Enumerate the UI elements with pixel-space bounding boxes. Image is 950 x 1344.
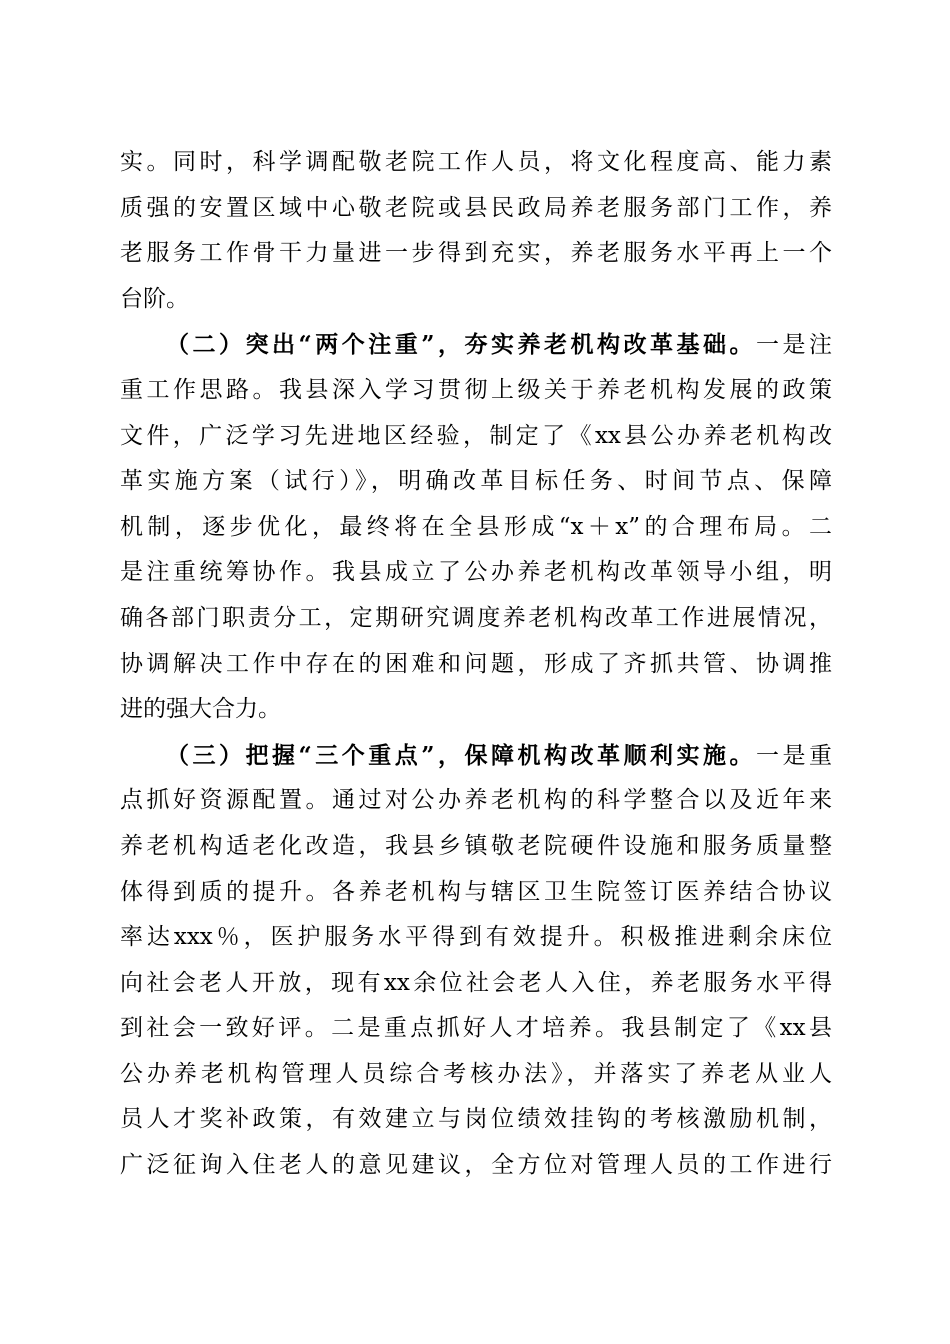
text-line: 实。同时，科学调配敬老院工作人员，将文化程度高、能力素 [120,149,832,175]
text-line: 质强的安置区域中心敬老院或县民政局养老服务部门工作，养 [120,194,832,221]
text-line: 是注重统筹协作。我县成立了公办养老机构改革领导小组，明 [120,559,832,586]
text-line: 广泛征询入住老人的意见建议，全方位对管理人员的工作进行 [120,1152,832,1179]
text-line: 文件，广泛学习先进地区经验，制定了《xx县公办养老机构改 [120,422,832,449]
text-line: 重工作思路。我县深入学习贯彻上级关于养老机构发展的政策 [120,376,832,403]
text-line: 机制，逐步优化，最终将在全县形成“x＋x”的合理布局。二 [120,513,832,540]
text-line: 协调解决工作中存在的困难和问题，形成了齐抓共管、协调推 [120,650,832,677]
section-heading-3: （三）把握“三个重点”，保障机构改革顺利实施。 [166,741,756,769]
text-line: 进的强大合力。 [120,696,281,723]
text-line: 点抓好资源配置。通过对公办养老机构的科学整合以及近年来 [120,787,832,814]
text-line: 向社会老人开放，现有xx余位社会老人入住，养老服务水平得 [120,969,832,996]
text-line: 公办养老机构管理人员综合考核办法》，并落实了养老从业人 [120,1060,832,1087]
text-line: 到社会一致好评。二是重点抓好人才培养。我县制定了《xx县 [120,1015,832,1042]
paragraph-first-line [120,322,832,368]
text-line: 确各部门职责分工，定期研究调度养老机构改革工作进展情况， [120,604,832,631]
text-line: 养老机构适老化改造，我县乡镇敬老院硬件设施和服务质量整 [120,832,832,859]
paragraph-first-line [120,733,832,779]
text-line: 率达xxx％，医护服务水平得到有效提升。积极推进剩余床位 [120,924,832,951]
section-heading-2: （二）突出“两个注重”，夯实养老机构改革基础。 [166,331,756,359]
text-line: 员人才奖补政策，有效建立与岗位绩效挂钩的考核激励机制， [120,1106,832,1133]
text-run: 一是重 [756,742,833,769]
body-text [120,140,832,1189]
text-line: 老服务工作骨干力量进一步得到充实，养老服务水平再上一个 [120,240,832,267]
paragraph-2 [120,322,832,732]
paragraph-1 [120,140,832,322]
text-line: 台阶。 [120,285,189,312]
text-run: 一是注 [756,332,833,359]
text-line: 革实施方案（试行）》，明确改革目标任务、时间节点、保障 [120,468,832,495]
paragraph-3 [120,733,832,1189]
text-line: 体得到质的提升。各养老机构与辖区卫生院签订医养结合协议 [120,878,832,905]
